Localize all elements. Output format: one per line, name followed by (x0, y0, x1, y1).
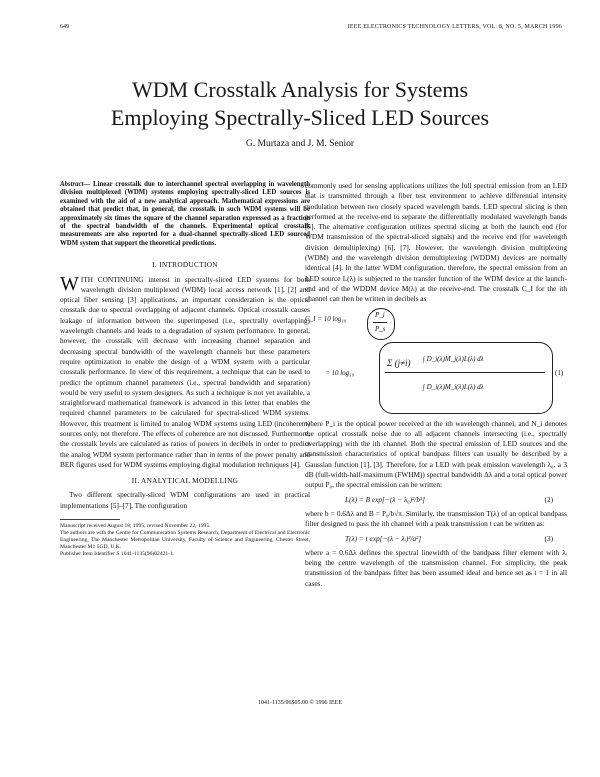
equation-3 (305, 534, 567, 544)
abstract-text: Linear crosstalk due to interchannel spectral overlapping in wavelength division multiplexed (WDM) systems employing spectrally-sliced LED sources is examined with the aid of a new analytical approach. Mathematical expressions are obtained that predict that, in general, the crosstalk in such WDM systems will be approximately six times the square of the channel separation expressed as a fraction of the spectral bandwidth of the channels. Experimental optical crosstalk measurements are also reported for a dual-channel spectrally-sliced LED sourced WDM system that support the theoretical predictions. (60, 181, 310, 247)
eq3-body: T(λ) = t exp[−(λ − λᵢ)²/a²] (345, 533, 422, 543)
title-line-2: Employing Spectrally-Sliced LED Sources (110, 105, 490, 130)
equation-2 (305, 495, 567, 505)
section-heading-analytical-modelling: II. ANALYTICAL MODELLING (131, 476, 239, 486)
title-line-1: WDM Crosstalk Analysis for Systems (131, 77, 469, 102)
footnote-affiliation: The authors are with the Centre for Communication Systems Research, Department of Electrical and Electronic Engineering, The Manchester Metropolitan University, Faculty of Science and Engineering, Chester Street, Manchester M1 5GD, U.K. (60, 530, 310, 551)
footnote-rule (60, 519, 120, 520)
eq1-int-num: ∫ D_i(λ)M_j(λ)L(λ) dλ (423, 354, 484, 363)
abstract (60, 181, 310, 248)
eq2-number: (2) (544, 494, 553, 504)
eq1-lhs: C_I = 10 log₁₀ (305, 314, 347, 323)
right-paragraph-2: where P_i is the optical power received at the ith wavelength channel, and N_i denotes the optical crosstalk noise due to all adjacent channels intersecting (i.e., spectrally overlapping) with the ith channel. Both the spectral emission of LED sources and the transmission characteristics of optical bandpass filters can usually be described by a Gaussian function [1], [3]. Therefore, for a LED with peak emission wavelength λ₀, a 3 dB (full-width-half-maximum (FWHM)) spectral bandwidth Δλ and a total optical power output P₀, the spectral emission can be written: (305, 418, 567, 490)
journal-header: IEEE ELECTRONICS TECHNOLOGY LETTERS, VOL. 8, NO. 5, MARCH 1996 (347, 24, 562, 30)
eq1-sum: Σ (j≠i) (387, 357, 411, 368)
right-paragraph-1: commonly used for sensing applications utilizes the full spectral emission from an LED that is transmitted through a fiber test environment to achieve differential intensity modulation between two closely spaced wavelength bands. LED spectral slicing is then performed at the receive-end to separate the differentially modulated wavelength bands [5]. The alternative configuration utilizes spectral slicing at both the launch end (for WDM transmission of the spectral-sliced signals) and the receive end (for wavelength division demultiplexing) [6], [7]. However, the wavelength division multiplexing (WDM) and the wavelength division demultiplexing (WDDM) devices are normally identical [4]. In the latter WDM configuration, therefore, the spectral emission from an LED source L(λ) is subjected to the transfer function of the WDM device at the launch-end and of the WDDM device M(λ) at the receive-end. The crosstalk C_I for the ith channel can then be written in decibels as (305, 181, 567, 304)
footnote-received: Manuscript received August 18, 1995; revised November 22, 1995. (60, 523, 211, 530)
page-number: 649 (60, 24, 69, 30)
left-column (60, 181, 310, 558)
analytical-paragraph: Two different spectrally-sliced WDM configurations are used in practical implementations [5]–[7]. The configuration (60, 490, 310, 510)
paper-title (0, 76, 600, 132)
eq1-ratio-bar (373, 322, 387, 323)
eq1-alt: = 10 log₁₀ (325, 368, 355, 377)
equation-1 (305, 308, 567, 416)
right-paragraph-3: where b = 0.6Δλ and B = P₀/b√π. Similarly, the transmission T(λ) of an optical bandpass filter designed to pass the ith channel with a peak transmission t can be written as: (305, 508, 567, 529)
abstract-label: Abstract— (60, 181, 91, 188)
eq1-number: (1) (555, 368, 564, 377)
eq2-body: L(λ) = B exp[−(λ − λ₀)²/b²] (345, 494, 426, 504)
eq1-ratio-num: P_i (375, 310, 385, 319)
drop-cap: W (60, 272, 79, 295)
eq1-frac-bar (385, 372, 545, 373)
eq1-int-den: ∫ D_i(λ)M_i(λ)L(λ) dλ (423, 382, 484, 391)
right-paragraph-4: where a = 0.6Δλ defines the spectral linewidth of the bandpass filter element with λᵢ being the centre wavelength of the transmission channel. For simplicity, the peak transmission of the bandpass filter has been assumed ideal and hence set as t = 1 in all cases. (305, 547, 567, 588)
footnote-identifier: Publisher Item Identifier S 1041-1135(96)02421-1. (60, 551, 175, 558)
introduction-paragraph (60, 272, 310, 471)
introduction-text: ITH CONTINUING interest in spectrally-sliced LED systems for both wavelength division multiplexed (WDM) local access network [1], [2] and optical fiber sensing [3] applications, an important consideration is the optical crosstalk due to spectral overlapping of adjacent channels. Optical crosstalk causes leakage of information between the superimposed (i.e., spectrally overlapping) wavelength channels and leads to a degradation of system performance. In general, however, the crosstalk will decrease with increasing channel separation and decreasing spectral bandwidth of the wavelength channels but these parameters require optimization to enable the design of a WDM system with a particular crosstalk performance. In view of this requirement, a technique that can be used to predict the optimum channel parameters (i.e., spectral bandwidth and separation) would be very useful to system designers. As such a technique is not yet available, a straightforward mathematical framework is advanced in this letter that enables the required channel parameters to be calculated for spectral-sliced WDM systems. However, this treatment is limited to analog WDM systems using LED (incoherent) sources only, not therefore. The effects of coherence are not discussed. Furthermore, the crosstalk levels are calculated as ratios of powers in decibels in order to predict the analog WDM system performance rather than in terms of the power penalty and BER figures used for WDM systems employing digital modulation techniques [4]. (60, 274, 310, 469)
eq1-ratio-den: P_s (375, 324, 386, 333)
authors: G. Murtaza and J. M. Senior (245, 139, 355, 149)
eq3-number: (3) (544, 533, 553, 543)
copyright-identifier: 1041-1135/96$05.00 © 1996 IEEE (258, 700, 342, 706)
section-heading-introduction: I. INTRODUCTION (152, 260, 218, 270)
right-column (305, 181, 567, 589)
eq1-main-paren (379, 342, 553, 414)
